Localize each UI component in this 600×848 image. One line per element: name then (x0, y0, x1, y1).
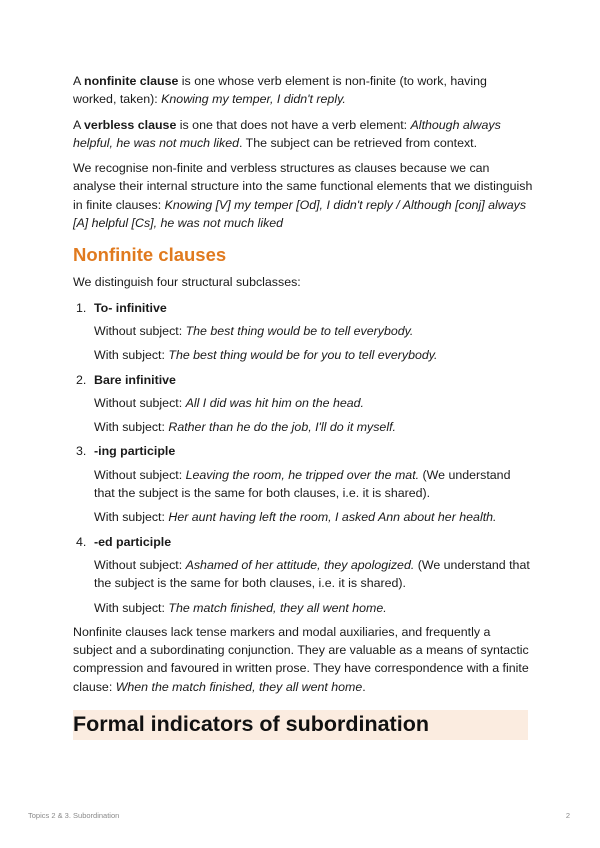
with-subject-line: With subject: The best thing would be for you to tell everybody. (94, 348, 438, 363)
example-text: Knowing [V] my temper [Od], I didn't reply / Although [conj] always [A] helpful [Cs], he was not much liked (73, 197, 527, 231)
without-subject-line: Without subject: All I did was hit him on the head. (94, 395, 364, 410)
subclass-list (73, 299, 533, 617)
with-subject-line: With subject: The match finished, they all went home. (94, 600, 387, 615)
verbless-definition: A verbless clause is one that does not have a verb element: Although always helpful, he was not much liked. The subject can be retrieved from context. (73, 117, 501, 150)
with-subject-line: With subject: Her aunt having left the room, I asked Ann about her health. (94, 510, 497, 525)
example-text: Although always helpful, he was not much liked (73, 117, 501, 150)
list-number: 2. (76, 372, 87, 387)
list-number: 4. (76, 534, 87, 549)
list-number: 1. (76, 300, 87, 315)
example-text: Knowing my temper, I didn't reply. (161, 92, 346, 107)
closing-paragraph: Nonfinite clauses lack tense markers and modal auxiliaries, and frequently a subject and a subordinating conjunction. They are valuable as a means of syntactic compression and favoured in written prose. They have correspondence with a finite clause: When the match finished, they all went home. (73, 624, 529, 694)
subclass-item (73, 299, 533, 365)
without-subject-line: Without subject: Leaving the room, he tripped over the mat. (We understand that the subject is the same for both clauses, i.e. it is shared). (94, 467, 511, 501)
example-text: When the match finished, they all went home (115, 679, 363, 694)
footer-page-number: 2 (565, 811, 570, 820)
term-nonfinite-clause: nonfinite clause (84, 74, 179, 88)
list-number: 3. (76, 444, 87, 459)
with-subject-line: With subject: Rather than he do the job, I'll do it myself. (94, 420, 396, 435)
page-content (73, 72, 533, 740)
subclass-item (73, 371, 533, 437)
recognise-paragraph: We recognise non-finite and verbless structures as clauses because we can analyse their internal structure into the same functional elements that we distinguish in finite clauses: Knowing [V] my temper [Od], I didn't reply / Although [conj] always [A] helpful [Cs], he was not much liked (73, 161, 533, 231)
subclass-heading: 3. -ing participle (73, 442, 533, 460)
section-title-nonfinite: Nonfinite clauses (73, 244, 227, 266)
nonfinite-definition: A nonfinite clause is one whose verb element is non-finite (to work, having worked, taken): Knowing my temper, I didn't reply. (73, 74, 487, 107)
subclass-heading: 2. Bare infinitive (73, 371, 533, 389)
subclass-heading: 1. To- infinitive (73, 299, 533, 317)
term-verbless-clause: verbless clause (84, 117, 177, 132)
without-subject-line: Without subject: Ashamed of her attitude, they apologized. (We understand that the subject is the same for both clauses, i.e. it is shared). (94, 557, 530, 591)
section-intro: We distinguish four structural subclasses: (73, 275, 301, 290)
subclass-item (73, 442, 533, 526)
footer-document-title: Topics 2 & 3. Subordination (28, 811, 120, 820)
subclass-heading: 4. -ed participle (73, 533, 533, 551)
without-subject-line: Without subject: The best thing would be to tell everybody. (94, 323, 414, 338)
subclass-item (73, 533, 533, 617)
section-title-formal-indicators: Formal indicators of subordination (73, 710, 528, 740)
